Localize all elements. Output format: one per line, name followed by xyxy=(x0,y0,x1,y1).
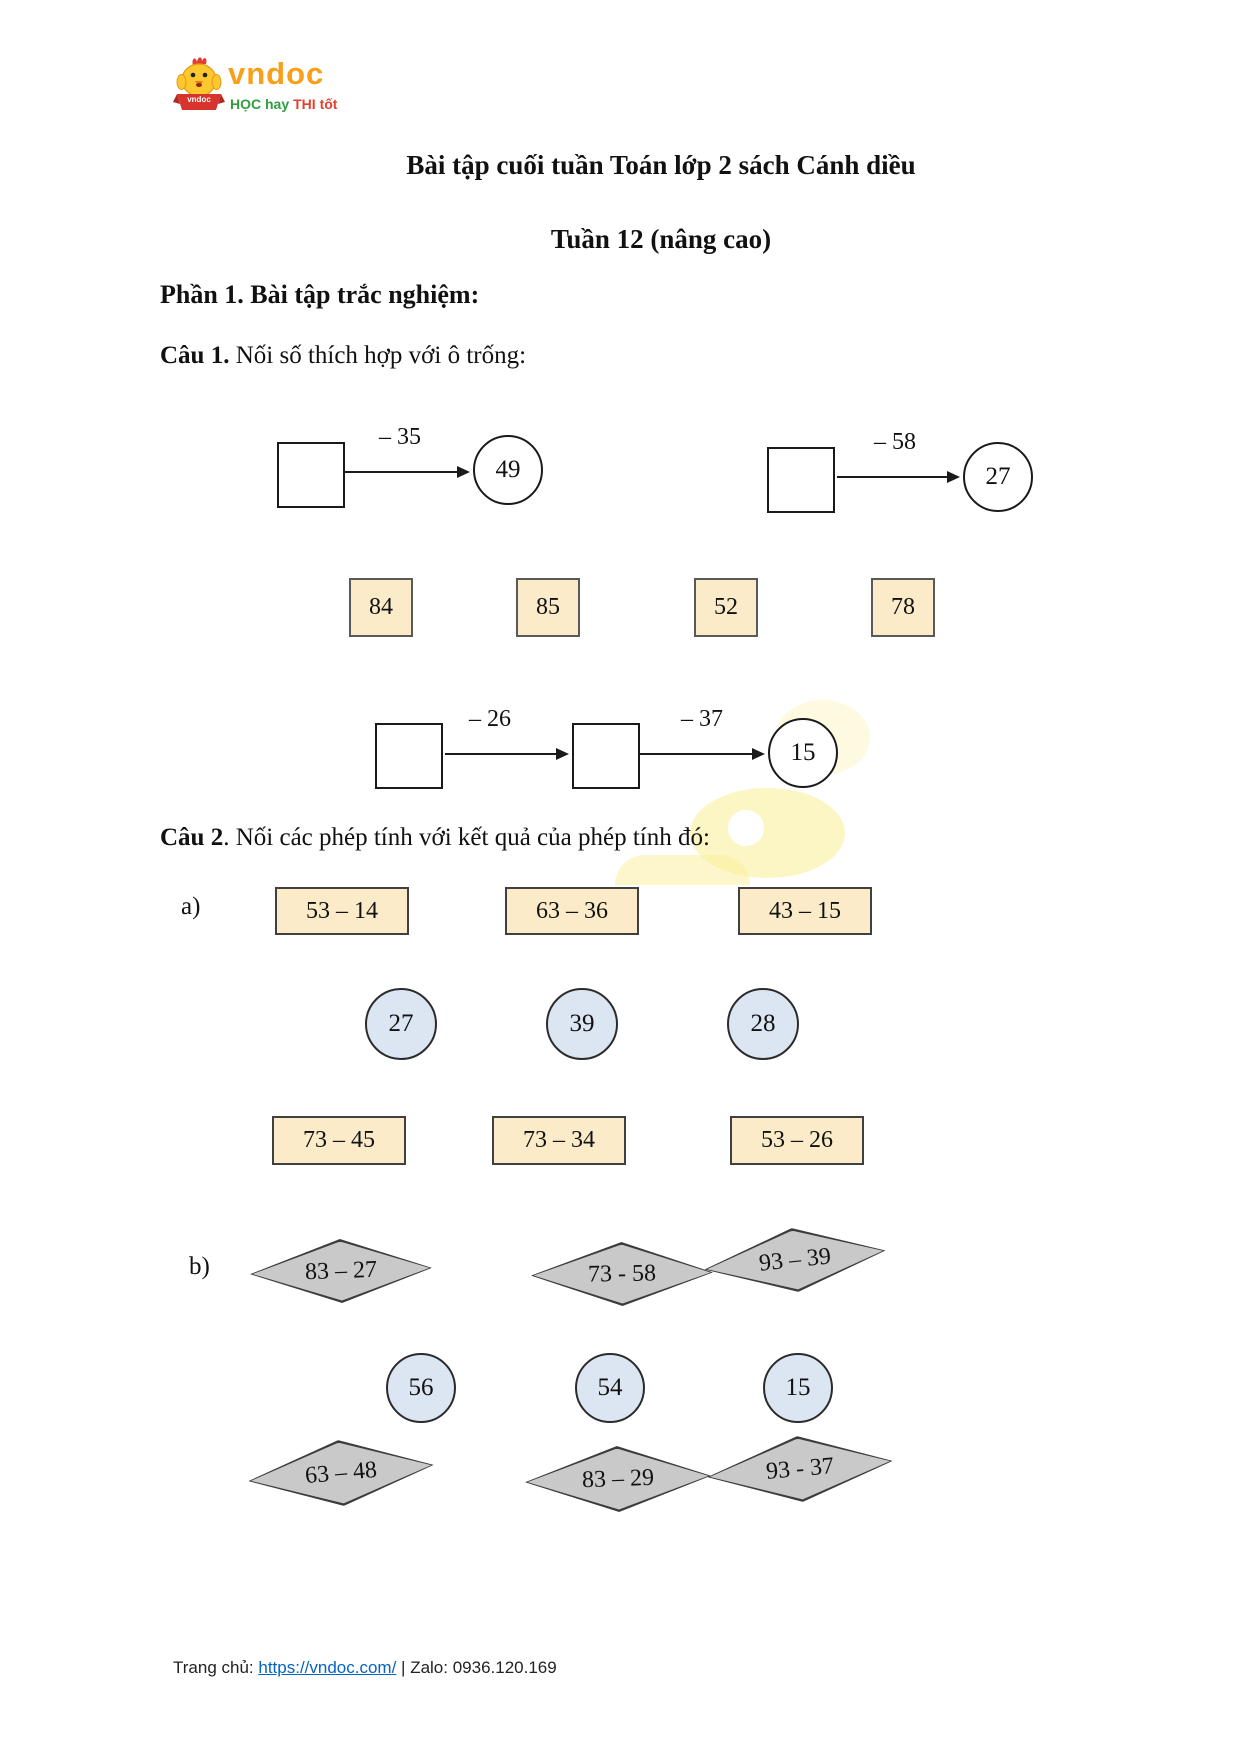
q1-d2-result-circle: 27 xyxy=(963,442,1033,512)
section1-heading: Phần 1. Bài tập trắc nghiệm: xyxy=(160,280,480,309)
q2b-expression-diamond xyxy=(701,1219,889,1302)
q2a-expression-box: 63 – 36 xyxy=(505,887,639,935)
q2b-expression-text: 83 – 27 xyxy=(304,1256,378,1285)
question2-prompt: . Nối các phép tính với kết quả của phép tính đó: xyxy=(223,824,710,851)
q1-option-box: 85 xyxy=(516,578,580,637)
logo-tagline-green: HỌC hay xyxy=(230,96,290,112)
q1-d3-empty-box-2 xyxy=(572,723,640,789)
q2b-expression-text: 63 – 48 xyxy=(303,1456,378,1489)
part-b-label: b) xyxy=(189,1253,210,1280)
q2a-result-circle: 28 xyxy=(727,988,799,1060)
q2a-result-circle: 27 xyxy=(365,988,437,1060)
question1-prompt: Nối số thích hợp với ô trống: xyxy=(229,342,527,369)
vndoc-chick-icon xyxy=(172,54,226,116)
footer-prefix: Trang chủ: xyxy=(173,1658,259,1677)
q1-d3-result-circle: 15 xyxy=(768,718,838,788)
question1-label: Câu 1. xyxy=(160,342,230,369)
q1-d1-arrow xyxy=(345,471,457,473)
q2a-expression-box: 53 – 14 xyxy=(275,887,409,935)
footer xyxy=(173,1658,557,1678)
logo-tagline xyxy=(230,96,337,112)
watermark-crescent xyxy=(615,855,750,885)
q1-d1-empty-box xyxy=(277,442,345,508)
watermark-hole xyxy=(728,810,764,846)
question2-line xyxy=(160,824,710,852)
q2a-expression-box: 43 – 15 xyxy=(738,887,872,935)
q1-d3-arrow-1 xyxy=(445,753,556,755)
q1-d1-result-circle: 49 xyxy=(473,435,543,505)
logo-tagline-red: THI tốt xyxy=(293,96,338,112)
q2a-result-circle: 39 xyxy=(546,988,618,1060)
q2b-expression-text: 93 - 37 xyxy=(764,1452,835,1485)
q2a-expression-box: 73 – 45 xyxy=(272,1116,406,1165)
footer-zalo: Zalo: 0936.120.169 xyxy=(410,1658,557,1677)
q1-option-box: 78 xyxy=(871,578,935,637)
logo-brand-text: vndoc xyxy=(228,56,325,91)
question2-label: Câu 2 xyxy=(160,824,224,851)
logo-ribbon-text: vndoc xyxy=(187,95,211,104)
q1-d2-empty-box xyxy=(767,447,835,513)
q1-d3-operation2-label: – 37 xyxy=(681,706,723,732)
q1-d1-operation-label: – 35 xyxy=(379,424,421,450)
q2b-expression-diamond xyxy=(530,1240,713,1307)
q1-d3-operation1-label: – 26 xyxy=(469,706,511,732)
q1-d3-arrow-2 xyxy=(640,753,752,755)
q1-option-box: 52 xyxy=(694,578,758,637)
vndoc-logo xyxy=(172,54,402,124)
q1-d3-empty-box-1 xyxy=(375,723,443,789)
q2b-expression-text: 93 – 39 xyxy=(757,1242,833,1277)
q2b-result-circle: 54 xyxy=(575,1353,645,1423)
q2b-result-circle: 56 xyxy=(386,1353,456,1423)
q2b-expression-text: 83 – 29 xyxy=(581,1464,655,1493)
q2a-expression-box: 53 – 26 xyxy=(730,1116,864,1165)
page-subtitle: Tuần 12 (nâng cao) xyxy=(550,224,772,254)
q1-d2-operation-label: – 58 xyxy=(874,429,916,455)
page-title: Bài tập cuối tuần Toán lớp 2 sách Cánh diều xyxy=(406,150,916,180)
q2b-result-circle: 15 xyxy=(763,1353,833,1423)
q2b-expression-diamond xyxy=(704,1428,895,1510)
q2b-expression-text: 73 - 58 xyxy=(587,1259,657,1288)
q2b-expression-diamond xyxy=(524,1443,712,1515)
q2b-expression-diamond xyxy=(249,1236,433,1306)
question1-line xyxy=(160,342,526,370)
q2b-expression-diamond xyxy=(245,1432,436,1514)
q1-d2-arrow xyxy=(837,476,947,478)
footer-home-link[interactable]: https://vndoc.com/ xyxy=(258,1658,397,1677)
part-a-label: a) xyxy=(181,893,201,920)
q2a-expression-box: 73 – 34 xyxy=(492,1116,626,1165)
q1-option-box: 84 xyxy=(349,578,413,637)
footer-separator: | xyxy=(396,1658,411,1677)
